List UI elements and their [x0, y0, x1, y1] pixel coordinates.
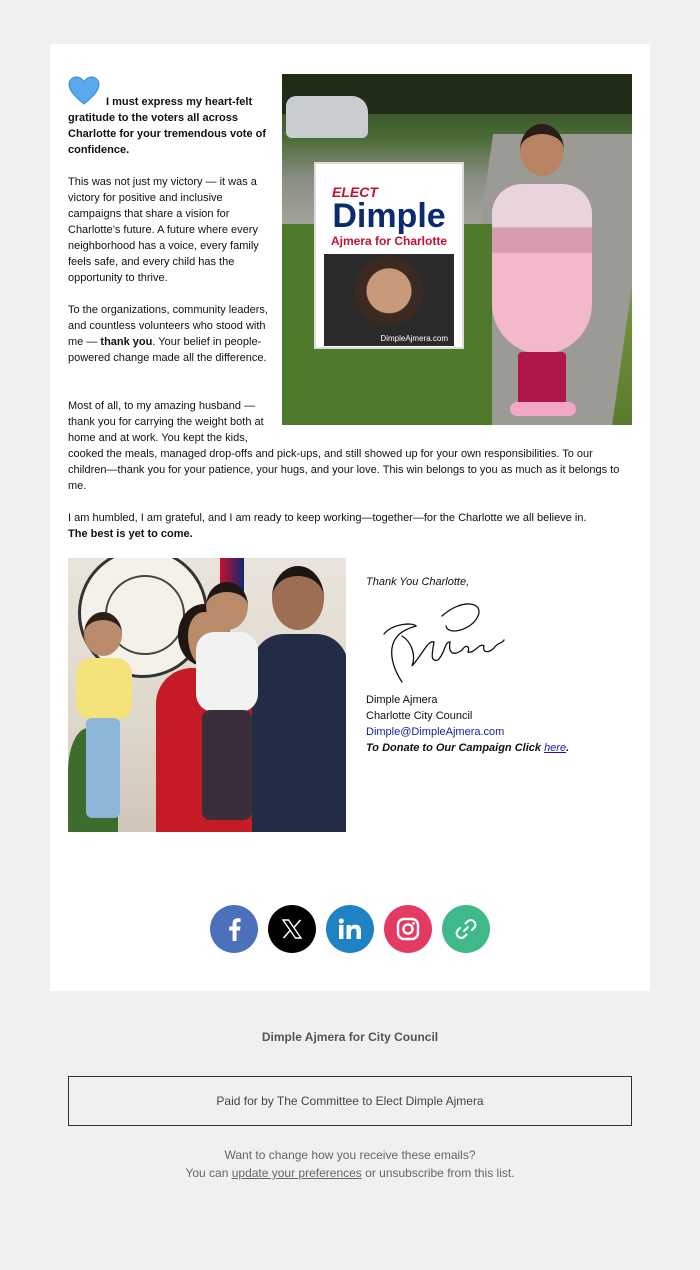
handwritten-signature	[372, 596, 512, 686]
email-card	[50, 44, 650, 991]
signature-block	[366, 574, 636, 756]
victory-paragraph: This was not just my victory — it was a victory for positive and inclusive campaigns that share a vision for Charlotte’s future. A future where every neighborhood has a voice, every family feels safe, and every child has the opportunity to thrive.	[68, 176, 259, 284]
closing-paragraph: I am humbled, I am grateful, and I am ready to keep working—together—for the Charlotte we all believe in. The best is yet to come.	[68, 512, 587, 540]
husband-paragraph-end: cooked the meals, managed drop-offs and pick-ups, and still showed up for your own responsibilities. To our children—thank you for your patience, your hugs, and your love. This win belongs to you as much as it belongs to me.	[68, 448, 620, 492]
footer-org-name: Dimple Ajmera for City Council	[261, 1030, 439, 1044]
donate-line: To Donate to Our Campaign Click here.	[366, 742, 570, 754]
x-icon[interactable]	[268, 905, 316, 953]
campaign-sign-photo	[282, 74, 632, 425]
signer-name: Dimple Ajmera	[366, 694, 438, 706]
social-links	[210, 905, 490, 953]
update-preferences-link[interactable]: update your preferences	[231, 1166, 362, 1180]
signer-title: Charlotte City Council	[366, 710, 473, 722]
paid-for-disclaimer: Paid for by The Committee to Elect Dimple Ajmera	[68, 1076, 632, 1126]
family-photo	[68, 558, 346, 832]
linkedin-icon[interactable]	[326, 905, 374, 953]
volunteers-paragraph: To the organizations, community leaders, and countless volunteers who stood with me — thank you. Your belief in people-powered change made all the difference.	[68, 304, 268, 364]
email-preferences: Want to change how you receive these emails? You can update your preferences or unsubscribe from this list.	[185, 1148, 515, 1180]
intro-paragraph: I must express my heart-felt gratitude to the voters all across Charlotte for your tremendous vote of confidence.	[68, 96, 267, 156]
donate-here-link[interactable]: here	[544, 742, 567, 754]
thanks-line: Thank You Charlotte,	[366, 576, 470, 588]
facebook-icon[interactable]	[210, 905, 258, 953]
link-icon[interactable]	[442, 905, 490, 953]
husband-paragraph-start: Most of all, to my amazing husband — thank you for carrying the weight both at home and at work. You kept the kids,	[68, 400, 264, 444]
instagram-icon[interactable]	[384, 905, 432, 953]
girl-figure	[482, 124, 602, 414]
email-link[interactable]: Dimple@DimpleAjmera.com	[366, 726, 505, 738]
campaign-yard-sign: ELECT Dimple Ajmera for Charlotte DimpleAjmera.com	[314, 162, 464, 349]
